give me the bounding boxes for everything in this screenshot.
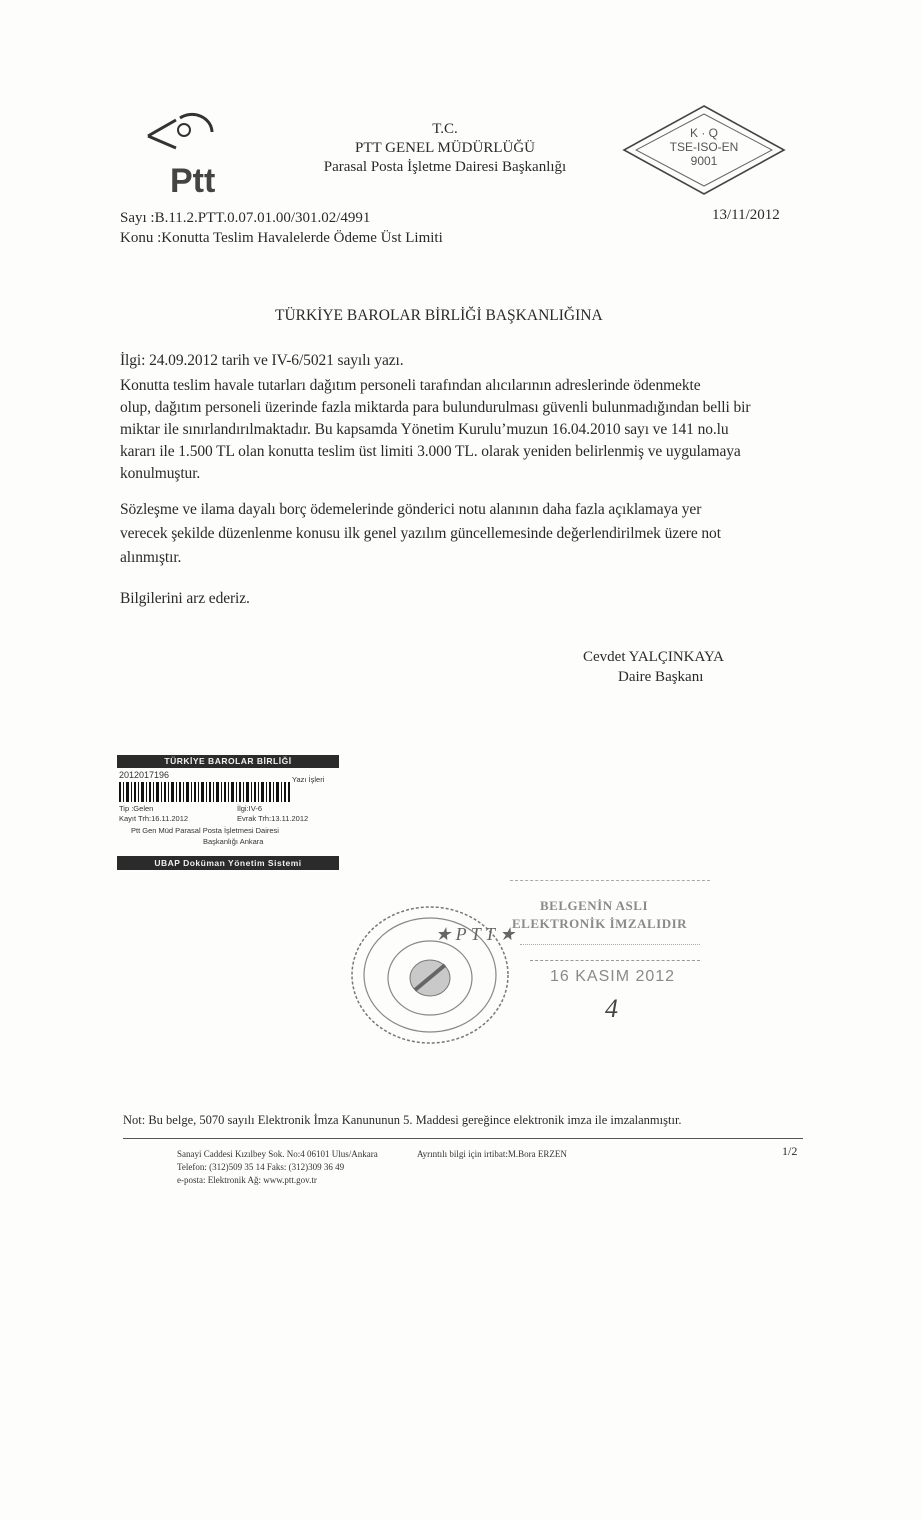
receipt-ilgi: İlgi:IV-6 <box>237 804 263 813</box>
paragraph-line: miktar ile sınırlandırılmaktadır. Bu kapsamda Yönetim Kurulu’muzun 16.04.2010 sayı ve 141 no.lu <box>120 421 729 438</box>
paragraph-2 <box>120 498 800 570</box>
cert-line-2: ELEKTRONİK İMZALIDIR <box>512 916 688 931</box>
page-number: 1/2 <box>782 1144 798 1158</box>
letterhead <box>290 120 600 177</box>
certification-stamp <box>510 880 720 1030</box>
receipt-type: Tip :Gelen <box>119 804 154 813</box>
subject-line: Konu :Konutta Teslim Havalelerde Ödeme Üst Limiti <box>120 230 443 246</box>
receipt-document-date: Evrak Trh:13.11.2012 <box>237 814 309 823</box>
dept-name: Parasal Posta İşletme Dairesi Başkanlığı <box>323 159 567 175</box>
seal-letters: ★ P T T ★ <box>435 924 515 944</box>
footer-divider <box>123 1138 803 1139</box>
receipt-unit: Yazı İşleri <box>292 775 325 784</box>
paragraph-line: Konutta teslim havale tutarları dağıtım personeli tarafından alıcılarının adreslerinde ödenmekte <box>120 377 701 394</box>
iso-line-3: 9001 <box>690 154 718 168</box>
paragraph-line: alınmıştır. <box>120 549 182 566</box>
receipt-number: 2012017196 <box>119 770 170 780</box>
paragraph-1 <box>120 375 800 485</box>
barcode-icon <box>119 782 291 802</box>
footer-address: Sanayi Caddesi Kızılbey Sok. No:4 06101 Ulus/Ankara <box>177 1149 378 1159</box>
iso-certification-stamp <box>622 104 786 198</box>
org-name: PTT GENEL MÜDÜRLÜĞÜ <box>355 140 535 156</box>
footer-web: e-posta: Elektronik Ağ: www.ptt.gov.tr <box>177 1175 317 1185</box>
receipt-header: TÜRKİYE BAROLAR BİRLİĞİ <box>117 755 339 768</box>
paragraph-line: verecek şekilde düzenlenme konusu ilk genel yazılım güncellemesinde değerlendirilmek üzere not <box>120 525 721 542</box>
ptt-logo <box>140 112 240 198</box>
signer-name: Cevdet YALÇINKAYA <box>583 649 724 665</box>
cert-date: 16 KASIM 2012 <box>550 968 676 985</box>
receipt-sender-1: Ptt Gen Müd Parasal Posta İşletmesi Dairesi <box>131 826 279 835</box>
footer-contact: Ayrıntılı bilgi için irtibat:M.Bora ERZEN <box>417 1149 567 1159</box>
signature-block <box>583 647 783 687</box>
e-signature-note: Not: Bu belge, 5070 sayılı Elektronik İmza Kanununun 5. Maddesi gereğince elektronik imza ile imzalanmıştır. <box>123 1113 682 1127</box>
receipt-sender-2: Başkanlığı Ankara <box>203 837 264 846</box>
recipient: TÜRKİYE BAROLAR BİRLİĞİ BAŞKANLIĞINA <box>275 307 603 324</box>
reference-ilgi: İlgi: 24.09.2012 tarih ve IV-6/5021 sayılı yazı. <box>120 352 404 369</box>
handwritten-mark: 4 <box>605 994 618 1023</box>
iso-line-1: K · Q <box>689 126 718 140</box>
paragraph-line: Sözleşme ve ilama dayalı borç ödemelerinde gönderici notu alanının daha fazla açıklamaya yer <box>120 501 702 518</box>
cert-line-1: BELGENİN ASLI <box>540 898 649 913</box>
paragraph-line: kararı ile 1.500 TL olan konutta teslim üst limiti 3.000 TL. olarak yeniden belirlenmiş ve uygulamaya <box>120 443 741 460</box>
iso-line-2: TSE-ISO-EN <box>669 140 739 154</box>
paragraph-line: konulmuştur. <box>120 465 201 482</box>
receipt-footer: UBAP Doküman Yönetim Sistemi <box>117 856 339 870</box>
receipt-stamp <box>117 755 339 872</box>
letter-date: 13/11/2012 <box>712 207 780 223</box>
ptt-round-seal <box>345 900 515 1050</box>
logo-text: Ptt <box>170 162 216 198</box>
paragraph-line: olup, dağıtım personeli üzerinde fazla miktarda para bulundurulması güvenli bulunmadığından belli bir <box>120 399 751 416</box>
signer-title: Daire Başkanı <box>618 669 704 685</box>
footer-phone: Telefon: (312)509 35 14 Faks: (312)309 36 49 <box>177 1162 345 1172</box>
country-label: T.C. <box>432 121 458 137</box>
closing-line: Bilgilerini arz ederiz. <box>120 590 250 607</box>
reference-number: Sayı :B.11.2.PTT.0.07.01.00/301.02/4991 <box>120 210 371 226</box>
receipt-record-date: Kayıt Trh:16.11.2012 <box>119 814 189 823</box>
